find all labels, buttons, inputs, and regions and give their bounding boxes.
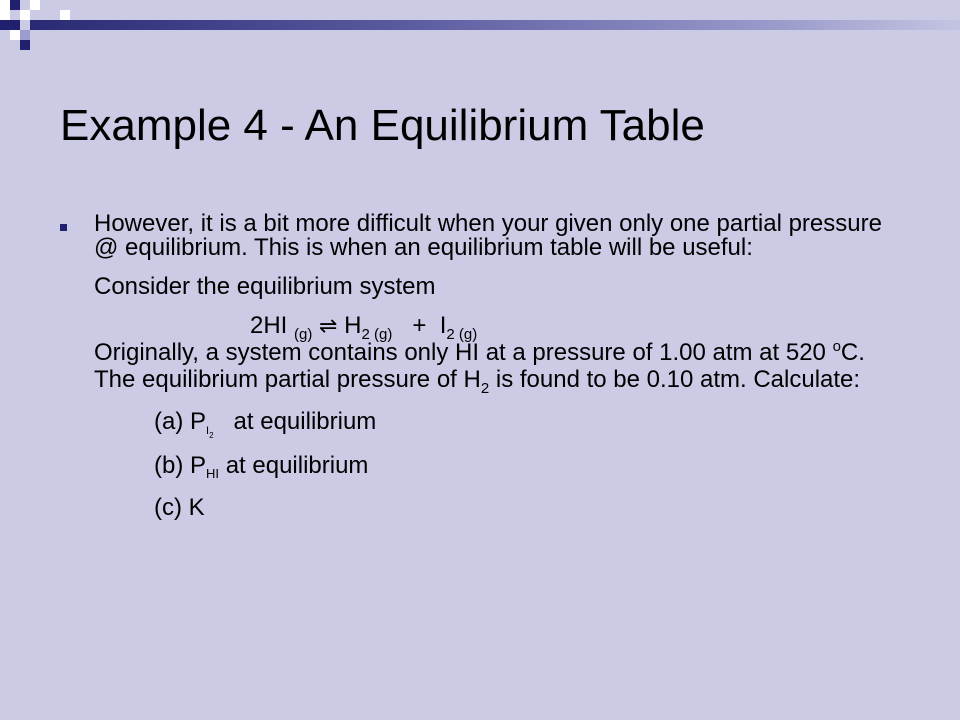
bullet-icon xyxy=(60,224,67,231)
decor-square xyxy=(0,20,10,30)
decor-square xyxy=(20,10,30,20)
question-a-sub: I xyxy=(206,425,210,437)
originally-text-2: C. The equilibrium partial pressure of H xyxy=(94,339,865,393)
slide-body xyxy=(94,212,894,520)
page-title: Example 4 - An Equilibrium Table xyxy=(60,101,705,150)
eq-reactant: 2HI xyxy=(250,312,288,339)
question-a-sub2: 2 xyxy=(209,431,214,440)
decor-square xyxy=(10,20,20,30)
question-c: (c) K xyxy=(154,494,205,521)
originally-text-1: Originally, a system contains only HI at a pressure of 1.00 atm at 520 xyxy=(94,339,833,366)
question-b-sub: HI xyxy=(206,466,220,481)
eq-reactant-state: (g) xyxy=(294,326,313,343)
decor-square xyxy=(20,30,30,40)
eq-product2: I xyxy=(439,312,447,339)
header-band xyxy=(30,20,960,30)
decor-square xyxy=(10,30,20,40)
decor-square xyxy=(60,10,70,20)
question-a-label: (a) P xyxy=(154,408,207,435)
decor-square xyxy=(30,0,40,10)
eq-product2-sub: 2 (g) xyxy=(446,326,478,343)
consider-line: Consider the equilibrium system xyxy=(94,273,436,300)
decor-square xyxy=(20,40,30,50)
decor-square xyxy=(0,10,10,20)
question-a xyxy=(94,410,894,439)
eq-plus: + xyxy=(412,312,427,339)
h-sub: 2 xyxy=(480,380,490,397)
question-b xyxy=(94,454,894,481)
originally-paragraph xyxy=(94,338,894,397)
question-a-text: at equilibrium xyxy=(233,408,377,435)
decor-square xyxy=(10,0,20,10)
equilibrium-arrow-icon: ⇌ xyxy=(319,314,338,339)
chemical-equation xyxy=(94,314,894,341)
intro-paragraph: However, it is a bit more difficult when your given only one partial pressure @ equilibrium. This is when an equilibrium table will be useful: xyxy=(94,210,882,261)
question-b-text: at equilibrium xyxy=(225,452,369,479)
eq-product1: H xyxy=(344,312,362,339)
originally-text-3: is found to be 0.10 atm. Calculate: xyxy=(489,366,861,393)
question-b-label: (b) P xyxy=(154,452,207,479)
eq-product1-sub: 2 (g) xyxy=(361,326,393,343)
degree-sup: o xyxy=(832,338,841,355)
decor-square xyxy=(0,0,10,10)
